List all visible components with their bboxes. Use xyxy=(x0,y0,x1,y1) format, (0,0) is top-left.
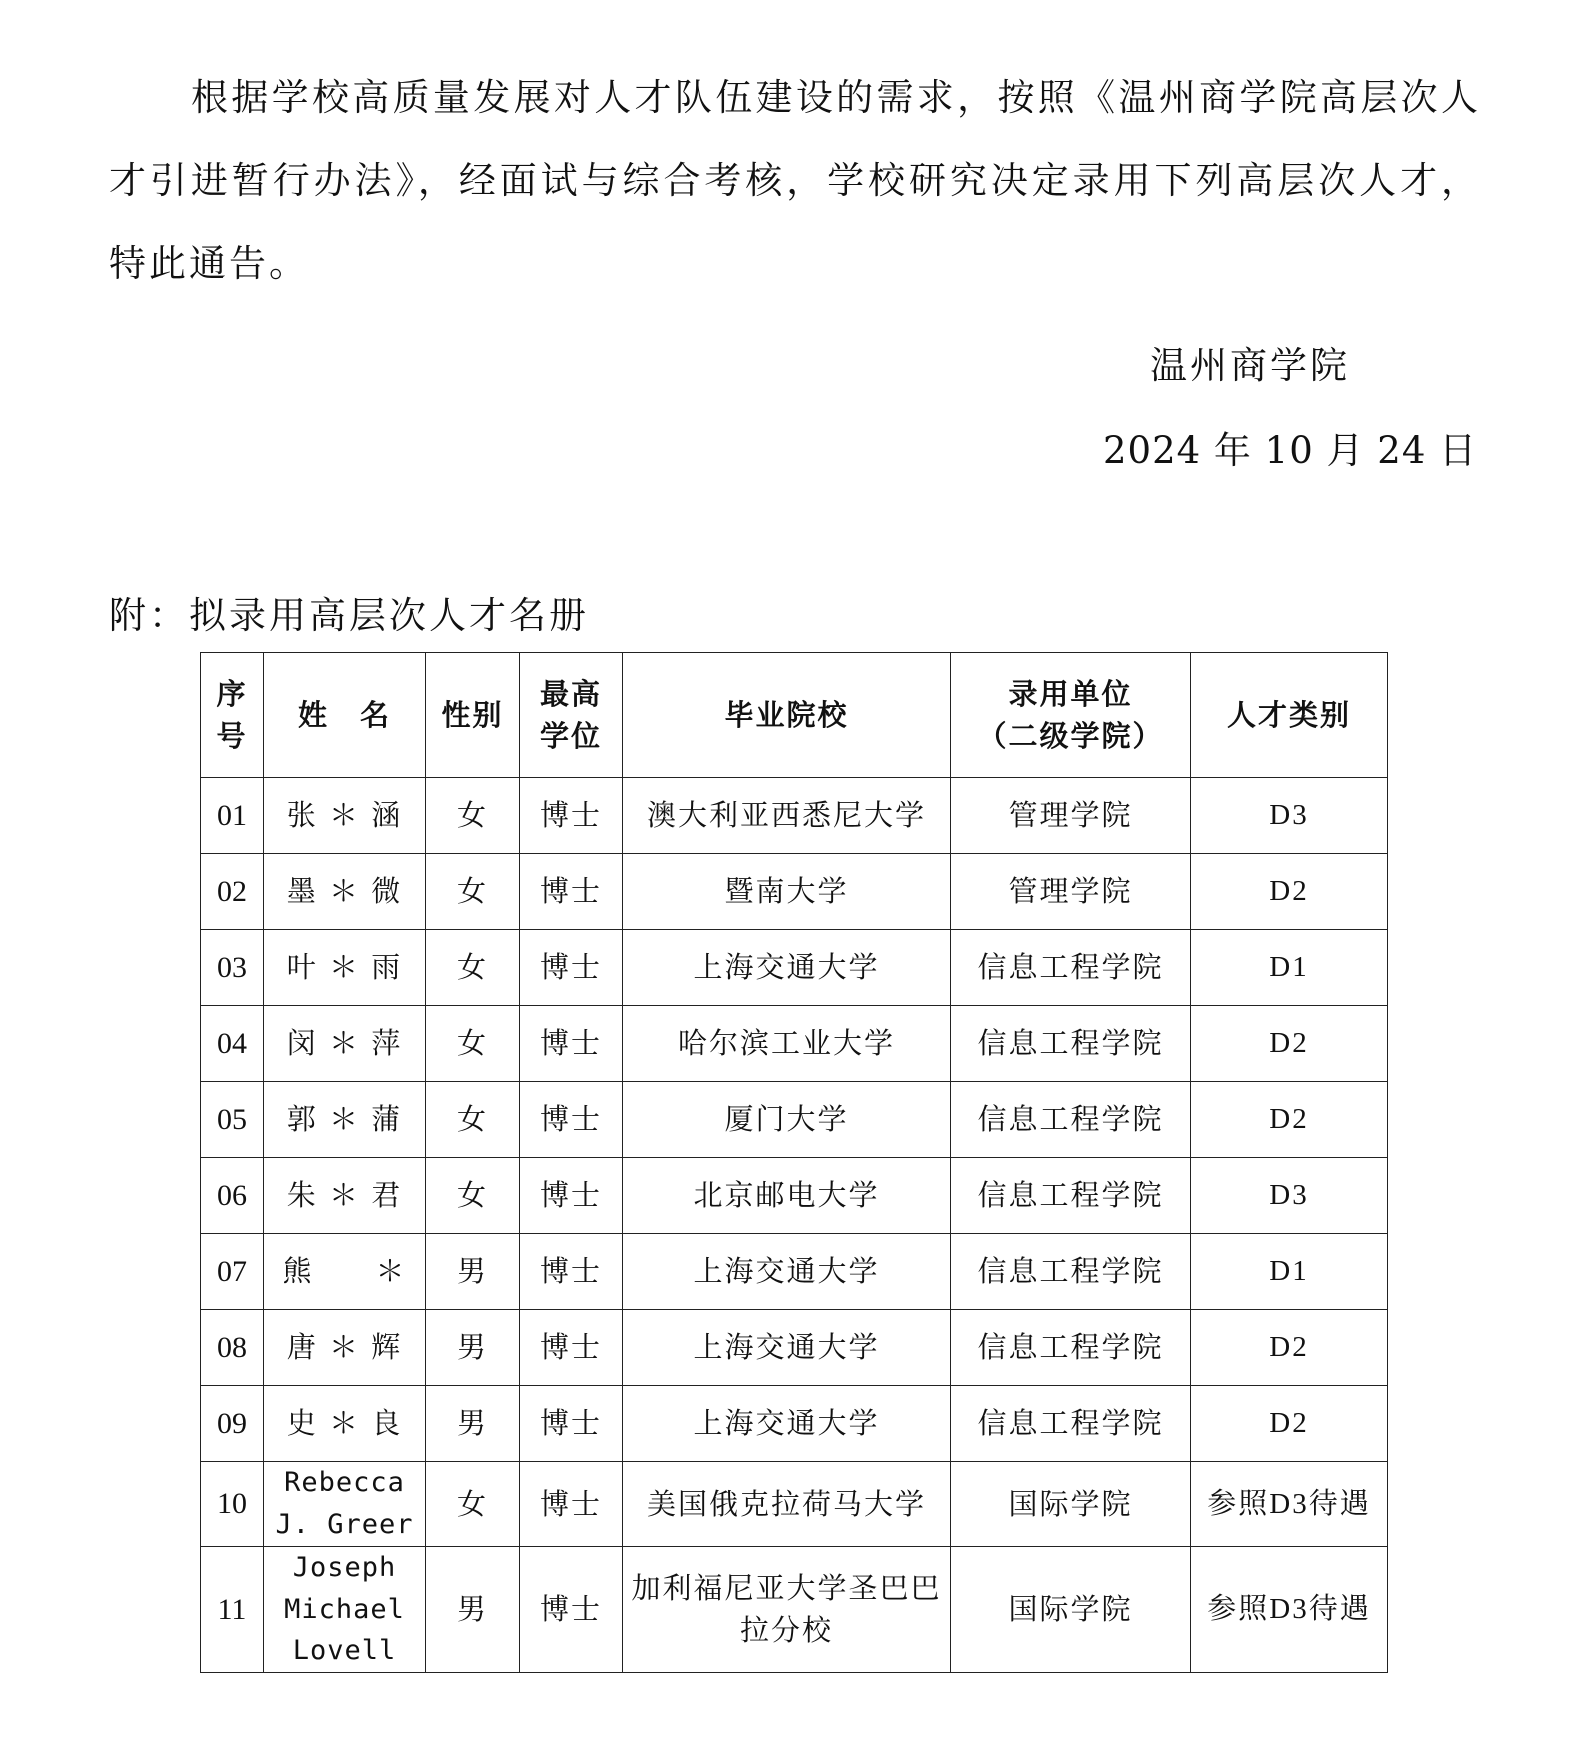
cell-seq: 05 xyxy=(201,1082,264,1158)
cell-name: 叶 ＊ 雨 xyxy=(264,930,426,1006)
cell-unit: 信息工程学院 xyxy=(951,1310,1191,1386)
cell-gender: 男 xyxy=(426,1234,520,1310)
cell-degree: 博士 xyxy=(520,1310,623,1386)
cell-unit: 国际学院 xyxy=(951,1462,1191,1547)
cell-unit: 信息工程学院 xyxy=(951,1082,1191,1158)
cell-degree: 博士 xyxy=(520,1006,623,1082)
cell-unit: 信息工程学院 xyxy=(951,1234,1191,1310)
cell-name: Rebecca J. Greer xyxy=(264,1462,426,1547)
cell-seq: 07 xyxy=(201,1234,264,1310)
table-row xyxy=(201,1006,1388,1082)
cell-name: 闵 ＊ 萍 xyxy=(264,1006,426,1082)
cell-category: D2 xyxy=(1191,1386,1388,1462)
table-body xyxy=(201,778,1388,1673)
cell-category: D2 xyxy=(1191,1082,1388,1158)
cell-unit: 管理学院 xyxy=(951,778,1191,854)
header-degree-line1: 最高 xyxy=(539,676,602,711)
cell-gender: 女 xyxy=(426,930,520,1006)
cell-category: D2 xyxy=(1191,1006,1388,1082)
cell-name: 墨 ＊ 微 xyxy=(264,854,426,930)
header-unit-line2: （二级学院） xyxy=(977,719,1164,753)
table-row xyxy=(201,1082,1388,1158)
signing-date: 2024 年 10 月 24 日 xyxy=(1103,429,1478,472)
cell-seq: 02 xyxy=(201,854,264,930)
cell-seq: 08 xyxy=(201,1310,264,1386)
table-row xyxy=(201,930,1388,1006)
cell-category: 参照D3待遇 xyxy=(1191,1462,1388,1547)
cell-school: 北京邮电大学 xyxy=(623,1158,951,1234)
cell-school: 澳大利亚西悉尼大学 xyxy=(623,778,951,854)
header-school: 毕业院校 xyxy=(623,653,951,778)
cell-gender: 男 xyxy=(426,1310,520,1386)
cell-degree: 博士 xyxy=(520,1082,623,1158)
cell-gender: 女 xyxy=(426,778,520,854)
cell-unit: 信息工程学院 xyxy=(951,1006,1191,1082)
cell-gender: 女 xyxy=(426,1082,520,1158)
cell-seq: 10 xyxy=(201,1462,264,1547)
cell-unit: 管理学院 xyxy=(951,854,1191,930)
cell-seq: 06 xyxy=(201,1158,264,1234)
cell-name: 熊 ＊ xyxy=(264,1234,426,1310)
header-gender: 性别 xyxy=(426,653,520,778)
cell-school: 暨南大学 xyxy=(623,854,951,930)
attachment-title: 附：拟录用高层次人才名册 xyxy=(109,594,589,637)
table-row xyxy=(201,1234,1388,1310)
cell-name: Joseph Michael Lovell xyxy=(264,1546,426,1673)
cell-unit: 信息工程学院 xyxy=(951,1158,1191,1234)
cell-category: D2 xyxy=(1191,854,1388,930)
table-row xyxy=(201,1386,1388,1462)
talent-roster-table xyxy=(200,652,1388,1673)
notice-paragraph: 根据学校高质量发展对人才队伍建设的需求，按照《温州商学院高层次人才引进暂行办法》，经面试与综合考核，学校研究决定录用下列高层次人才，特此通告。 xyxy=(109,76,1481,285)
cell-gender: 男 xyxy=(426,1546,520,1673)
cell-degree: 博士 xyxy=(520,1462,623,1547)
header-seq-line2: 号 xyxy=(216,719,248,753)
cell-degree: 博士 xyxy=(520,1158,623,1234)
cell-degree: 博士 xyxy=(520,1546,623,1673)
cell-category: D3 xyxy=(1191,778,1388,854)
header-category: 人才类别 xyxy=(1191,653,1388,778)
cell-seq: 11 xyxy=(201,1546,264,1673)
cell-school: 哈尔滨工业大学 xyxy=(623,1006,951,1082)
signing-organization: 温州商学院 xyxy=(1150,344,1350,387)
header-name: 姓 名 xyxy=(264,653,426,778)
cell-category: D1 xyxy=(1191,930,1388,1006)
table-row xyxy=(201,1546,1388,1673)
header-seq xyxy=(201,653,264,778)
cell-gender: 女 xyxy=(426,1006,520,1082)
cell-unit: 信息工程学院 xyxy=(951,1386,1191,1462)
cell-seq: 04 xyxy=(201,1006,264,1082)
cell-unit: 国际学院 xyxy=(951,1546,1191,1673)
table-header-row xyxy=(201,653,1388,778)
cell-degree: 博士 xyxy=(520,1234,623,1310)
header-degree xyxy=(520,653,623,778)
table-row xyxy=(201,1158,1388,1234)
cell-name: 史 ＊ 良 xyxy=(264,1386,426,1462)
header-seq-line1: 序 xyxy=(216,676,248,711)
cell-school: 厦门大学 xyxy=(623,1082,951,1158)
cell-category: D1 xyxy=(1191,1234,1388,1310)
table-row xyxy=(201,778,1388,854)
cell-unit: 信息工程学院 xyxy=(951,930,1191,1006)
cell-gender: 男 xyxy=(426,1386,520,1462)
cell-school: 上海交通大学 xyxy=(623,1310,951,1386)
cell-degree: 博士 xyxy=(520,1386,623,1462)
cell-name: 张 ＊ 涵 xyxy=(264,778,426,854)
cell-degree: 博士 xyxy=(520,930,623,1006)
cell-gender: 女 xyxy=(426,1462,520,1547)
cell-school: 加利福尼亚大学圣巴巴拉分校 xyxy=(623,1546,951,1673)
header-degree-line2: 学位 xyxy=(539,719,602,753)
table-row xyxy=(201,1310,1388,1386)
cell-name: 唐 ＊ 辉 xyxy=(264,1310,426,1386)
table-row xyxy=(201,1462,1388,1547)
header-unit xyxy=(951,653,1191,778)
table-row xyxy=(201,854,1388,930)
cell-school: 上海交通大学 xyxy=(623,1234,951,1310)
cell-seq: 01 xyxy=(201,778,264,854)
cell-school: 上海交通大学 xyxy=(623,930,951,1006)
cell-gender: 女 xyxy=(426,854,520,930)
cell-name: 郭 ＊ 蒲 xyxy=(264,1082,426,1158)
header-unit-line1: 录用单位 xyxy=(1008,676,1133,711)
cell-seq: 03 xyxy=(201,930,264,1006)
cell-degree: 博士 xyxy=(520,778,623,854)
cell-school: 美国俄克拉荷马大学 xyxy=(623,1462,951,1547)
cell-category: D2 xyxy=(1191,1310,1388,1386)
cell-category: D3 xyxy=(1191,1158,1388,1234)
cell-seq: 09 xyxy=(201,1386,264,1462)
cell-name: 朱 ＊ 君 xyxy=(264,1158,426,1234)
cell-gender: 女 xyxy=(426,1158,520,1234)
cell-school: 上海交通大学 xyxy=(623,1386,951,1462)
cell-degree: 博士 xyxy=(520,854,623,930)
cell-category: 参照D3待遇 xyxy=(1191,1546,1388,1673)
